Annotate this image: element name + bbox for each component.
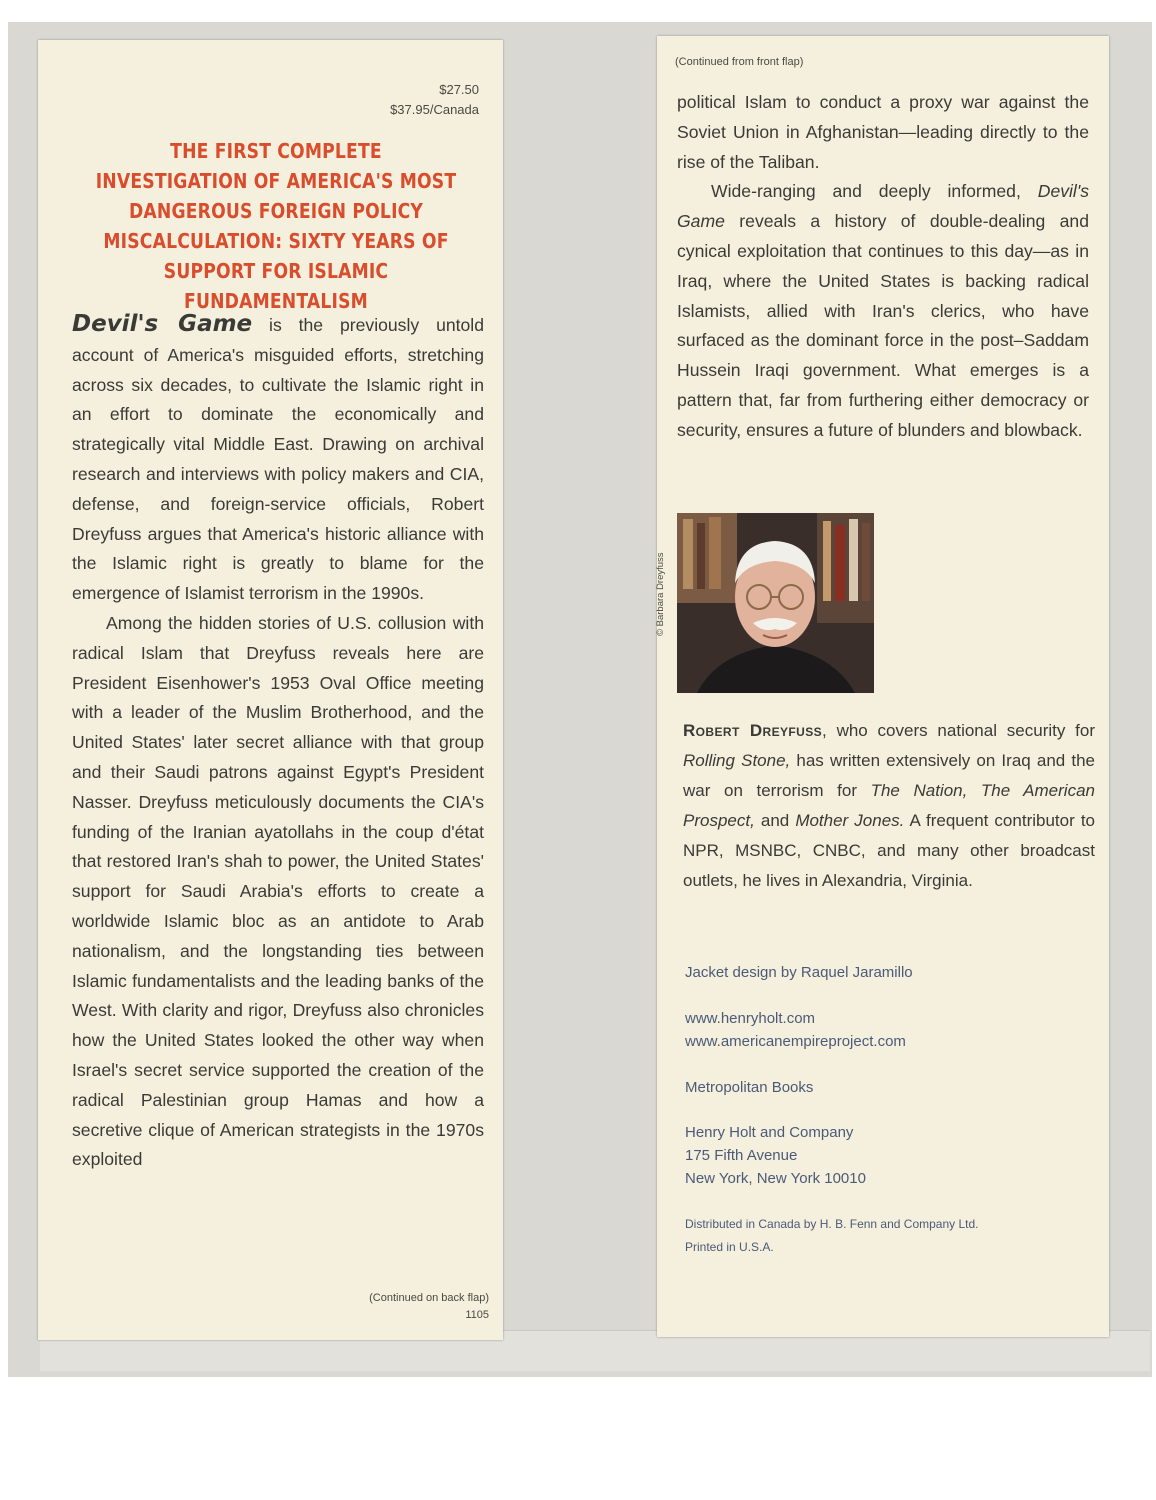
bio-mother-jones: Mother Jones. [795,811,905,830]
website-henryholt: www.henryholt.com [685,1010,816,1027]
website-americanempireproject: www.americanempireproject.com [685,1033,906,1050]
author-name: Robert Dreyfuss [683,721,823,740]
back-para2-rest: reveals a history of double-dealing and cynical exploitation that continues to this day—as in Iraq, where the United States is backing radical Islamists, allied with Iran's clerics, who have surfaced as the dominant force in the post–Saddam Hussein Iraqi government. What emerges is a pattern that, far from furthering either democracy or security, ensures a future of blunders and blowback. [677,211,1089,440]
description-para2: Among the hidden stories of U.S. collusion with radical Islam that Dreyfuss reveals here are President Eisenhower's 1953 Oval Office meeting with a leader of the Muslim Brotherhood, and the United States' later secret alliance with that group and their Saudi patrons against Egypt's President Nasser. Dreyfuss meticulously documents the CIA's funding of the Iranian ayatollahs in the coup d'état that restored Iran's shah to power, the United States' support for Saudi Arabia's efforts to create a worldwide Islamic bloc as an antidote to Arab nationalism, and the longstanding ties between Islamic fundamentalists and the leading banks of the West. With clarity and rigor, Dreyfuss also chronicles how the United States looked the other way when Israel's secret service supported the creation of the radical Palestinian group Hamas and how a secretive clique of American strategists in the 1970s exploited [72,612,484,1170]
photo-credit: © Barbara Dreyfuss [655,552,666,636]
bio-text-3: and [754,811,796,830]
printed-note: Printed in U.S.A. [685,1240,774,1254]
front-flap-description [72,310,484,1175]
front-flap [38,40,503,1340]
headline: THE FIRST COMPLETE INVESTIGATION OF AMERICA'S MOST DANGEROUS FOREIGN POLICY MISCALCULATION: SIXTY YEARS OF SUPPORT FOR ISLAMIC FUNDAMENTALISM [95,139,457,313]
back-flap-description [677,88,1089,446]
price-block [390,80,479,120]
price-us: $27.50 [439,82,479,97]
back-para1: political Islam to conduct a proxy war against the Soviet Union in Afghanistan—leading directly to the rise of the Taliban. [677,92,1089,172]
publisher-street: 175 Fifth Avenue [685,1147,798,1164]
flap-code: 1105 [465,1309,489,1321]
bio-text-2: has written extensively on Iraq and the war on terrorism for [683,751,1095,800]
bio-text-4: A frequent contributor to NPR, MSNBC, CNBC, and many other broadcast outlets, he lives in Alexandria, Virginia. [683,811,1095,890]
bio-publications: The Nation, The American Prospect, [683,781,1095,830]
distribution-note: Distributed in Canada by H. B. Fenn and Company Ltd. [685,1217,979,1231]
publisher-city: New York, New York 10010 [685,1170,866,1187]
continued-on-back-flap: (Continued on back flap) [369,1292,489,1304]
imprint-name: Metropolitan Books [685,1079,814,1096]
book-title: Devil's Game [72,311,253,337]
back-para2-title: Devil's Game [677,181,1089,232]
back-flap [657,36,1109,1337]
publisher-name: Henry Holt and Company [685,1124,854,1141]
bio-text-1: , who covers national security for [822,721,1095,740]
author-bio [683,716,1095,896]
price-canada: $37.95/Canada [390,102,479,117]
author-photo-image [677,513,874,693]
jacket-design-credit: Jacket design by Raquel Jaramillo [685,964,913,981]
continued-from-front-flap: (Continued from front flap) [675,56,804,68]
back-para2 [677,177,1089,445]
description-para1: is the previously untold account of America's misguided efforts, stretching across six decades, to cultivate the Islamic right in an effort to dominate the economically and strategically vital Middle East. Drawing on archival research and interviews with policy makers and CIA, defense, and foreign-service officials, Robert Dreyfuss argues that America's historic alliance with the Islamic right is greatly to blame for the emergence of Islamist terrorism in the 1990s. [72,315,485,604]
bio-rolling-stone: Rolling Stone, [683,751,791,770]
continued-note-block [369,1290,489,1324]
author-photo [677,513,874,693]
back-para2-start: Wide-ranging and deeply informed, [711,181,1038,202]
